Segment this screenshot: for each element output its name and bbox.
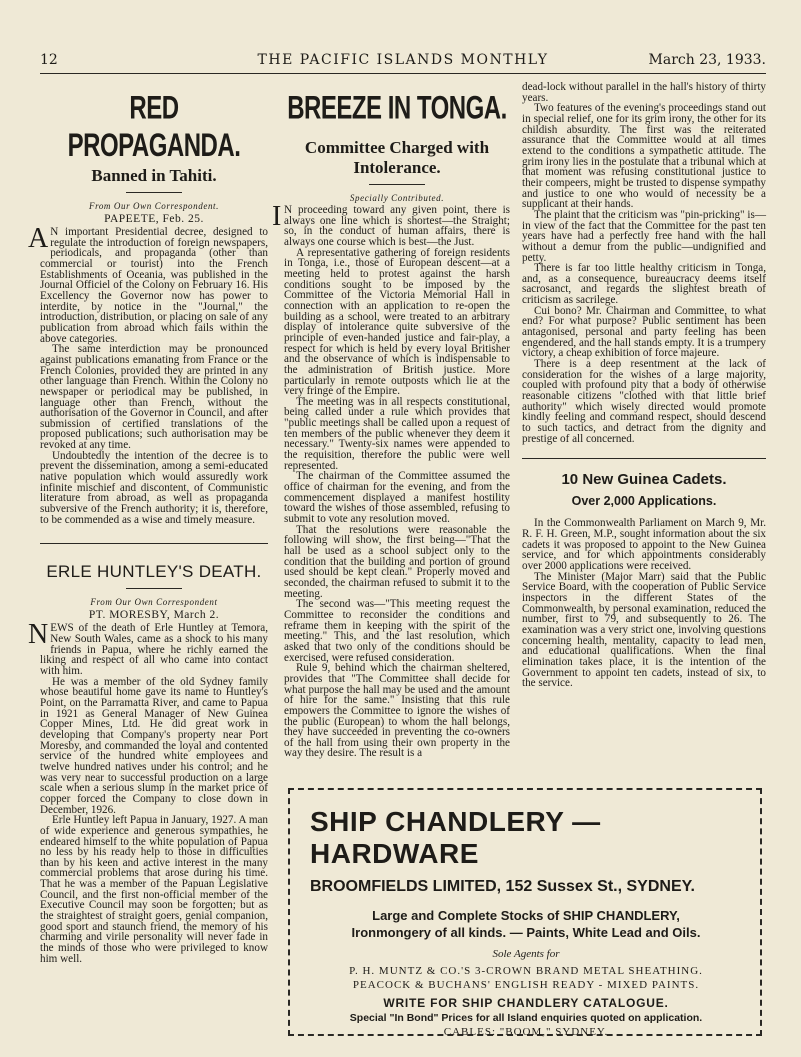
header-rule xyxy=(40,73,766,74)
advert-agent-2: PEACOCK & BUCHANS' ENGLISH READY - MIXED PAINTS. xyxy=(352,979,700,991)
paragraph: NEWS of the death of Erle Huntley at Temora, New South Wales, came as a shock to his many friends in Papua, where he richly earned the liking and respect of all who came into contact with him. xyxy=(28,619,268,677)
masthead: THE PACIFIC ISLANDS MONTHLY xyxy=(257,52,549,68)
advert-bond-prices: Special "In Bond" Prices for all Island enquiries quoted on application. xyxy=(349,1012,703,1024)
paragraph: The chairman of the Committee assumed the office of chairman for the evening, and from the commencement displayed a manifest hostility toward the wishes of those assembled, refusing to submit to vote any resolution moved. xyxy=(284,470,510,526)
dateline: PAPEETE, Feb. 25. xyxy=(104,213,204,225)
paragraph: He was a member of the old Sydney family whose beautiful home gave its name to Huntley's Point, on the Parramatta River, and came to Papua in 1921 as General Manager of New Guinea Copper Mines, Ltd. He did great work in developing that Company's property near Port Moresby, and commanded the loyal and contented service of the hundred white employees and twelve hundred natives under his control; and he was very near to successful production on a large scale when a serious slump in the market price of copper forced the Company to close down in December, 1926. xyxy=(40,675,268,816)
paragraph: The plaint that the criticism was "pin-pricking" is—in view of the fact that the Committee for the past ten years have had a perfectly free hand with the hall without a demur from the public—undignified and petty. xyxy=(522,208,766,264)
advert-title: SHIP CHANDLERY — HARDWARE xyxy=(310,806,601,869)
subhead-applications: Over 2,000 Applications. xyxy=(571,494,717,509)
column-rule xyxy=(522,458,766,459)
advert-stocks-line-1: Large and Complete Stocks of SHIP CHANDLERY, xyxy=(372,908,680,923)
short-rule xyxy=(126,588,182,589)
correspondent-credit: From Our Own Correspondent. xyxy=(88,201,220,211)
paragraph: The same interdiction may be pronounced against publications emanating from France or the French Colonies, provided they are printed in any other language than French. Within the Colony no newspaper or periodical may be published, in language other than French, without the authorisation of the Governor in Council, and after submission of certified translations of the proposed publications; such authorisation may be revoked at any time. xyxy=(40,343,268,452)
contributor-credit: Specially Contributed. xyxy=(349,193,445,203)
paragraph: I N proceeding toward any given point, there is always one line which is shortest—the Straight; so, in the conduct of human affairs, there is always one course which is best—the Just. xyxy=(272,201,510,248)
paragraph: Rule 9, behind which the chairman sheltered, provides that "The Committee shall decide for what purpose the hall may be used and the amount of hire for the same." Insisting that this rule empowers the Committee to ignore the wishes of the public (European) to whom the hall belongs, they have succeeded in preventing the co-owners of the hall from using their own property in the way they desire. The result is a xyxy=(284,662,510,760)
advertisement-ship-chandlery xyxy=(288,788,766,1040)
short-rule xyxy=(126,192,182,193)
drop-cap: N xyxy=(28,619,49,651)
correspondent-credit: From Our Own Correspondent xyxy=(90,597,218,608)
dateline: PT. MORESBY, March 2. xyxy=(88,609,220,622)
paragraph: There is a deep resentment at the lack of consideration for the wishes of a large majority, coupled with profound pity that a body of otherwise reasonable citizens "clothed with that little brief authority" which wisely directed would promote kindly feeling and command respect, should descend to such tactics, and detract from the dignity and prestige of all concerned. xyxy=(522,358,766,445)
advert-catalogue: WRITE FOR SHIP CHANDLERY CATALOGUE. xyxy=(383,996,669,1010)
column-rule xyxy=(40,543,268,544)
subhead-committee-charged: Committee Charged with Intolerance. xyxy=(304,138,490,177)
headline-new-guinea-cadets: 10 New Guinea Cadets. xyxy=(561,471,727,489)
paragraph: That the resolutions were reasonable the following will show, the first being—"That the hall be used as a school subject only to the condition that the building and portion of ground used should be kept clean." Properly moved and seconded, the chairman refused to submit it to the meeting. xyxy=(284,523,510,600)
paragraph: dead-lock without parallel in the hall's history of thirty years. xyxy=(522,81,766,104)
page-header xyxy=(40,48,766,74)
paragraph: Two features of the evening's proceedings stand out in special relief, one for its grim irony, the other for its childish absurdity. The first was the reiterated assurance that the Committee would at all times extend to the conditions a sympathetic attitude. The grim irony lies in the postulate that a tribunal which at that moment was refusing constitutional justice to their compeers, might be trusted to dispense sympathy and justice to one who would of necessity be a supplicant at their hands. xyxy=(522,102,766,211)
drop-cap: A xyxy=(28,223,49,254)
subhead-banned-in-tahiti: Banned in Tahiti. xyxy=(91,166,217,185)
paragraph: A representative gathering of foreign residents in Tonga, i.e., those of European descent—at a meeting held to protest against the harsh conditions sought to be imposed by the Committee of the Victoria Memorial Hall in connection with an application to re-open the building as a school, were treated to an arbitrary display of intolerance quite subversive of the principle of even-handed justice and fair-play, a respect for which is held by every loyal Britisher and the observance of which is indispensable to the administration of British justice. More particularly in remote outposts which lie at the very fringe of the Empire. xyxy=(284,246,510,398)
issue-date: March 23, 1933. xyxy=(648,52,766,68)
paragraph: Erle Huntley left Papua in January, 1927. A man of wide experience and generous sympathies, he endeared himself to the white population of Papua no less by his ready help to those in difficulties than by his keen and active interest in the many commercial problems that arose during his time. That he was a member of the Papuan Legislative Council, and the first non-official member of the Executive Council may soon be forgotten; but as the straightest of straight goers, genial companion, good sport and staunch friend, the memory of his charming and virile personality will never fade in the minds of those who were privileged to know him well. xyxy=(40,814,268,965)
paragraph: The Minister (Major Marr) said that the Public Service Board, with the cooperation of Public Service inspectors in the different States of the Commonwealth, by personal examination, reduced the number, first to 79, and subsequently to 26. The examination was a very strict one, involving questions concerning health, mentality, capacity to lead men, and educational qualifications. When the final elimination takes place, it is the intention of the Government to appoint ten cadets, instead of six, to the service. xyxy=(522,570,766,690)
column-3 xyxy=(522,82,766,689)
advert-content xyxy=(310,806,742,1038)
headline-red-propaganda: RED PROPAGANDA. xyxy=(67,90,241,165)
advert-agents-label: Sole Agents for xyxy=(492,948,560,960)
column-1 xyxy=(28,80,268,965)
headline-breeze-in-tonga: BREEZE IN TONGA. xyxy=(287,90,507,127)
paragraph: A N important Presidential decree, designed to regulate the introduction of foreign newspapers, periodicals, and propaganda (other than commercial or tourist) into the French Establishments of Oceania, was published in the Journal Officiel of the Colony on February 16. His Excellency the Governor now has power to interdite, by notice in the "Journal," the introduction, distribution, or placing on sale of any publication from abroad which fails within the above categories. xyxy=(28,223,268,345)
advert-firm: BROOMFIELDS LIMITED, 152 Sussex St., SYDNEY. xyxy=(310,878,695,895)
column-2 xyxy=(272,80,510,760)
paragraph: The second was—"This meeting request the Committee to reconsider the conditions and reframe them in keeping with the spirit of the meeting." This, and the last resolution, which asked that two only of the conditions should be exercised, were refused consideration. xyxy=(284,598,510,664)
paragraph: The meeting was in all respects constitutional, being called under a rule which provides that "public meetings shall be called upon a request of ten members of the public whenever they deem it necessary." Twenty-six names were appended to the requisition, therefore the public were well represented. xyxy=(284,395,510,472)
advert-agent-1: P. H. MUNTZ & CO.'S 3-CROWN BRAND METAL SHEATHING. xyxy=(349,965,703,977)
page-number: 12 xyxy=(40,52,58,68)
paragraph: Undoubtedly the intention of the decree is to prevent the dissemination, among a semi-educated native population which would assuredly work infinite mischief and discontent, of Communistic literature from abroad, as well as propaganda subversive of the French authority; it is, therefore, to be commended as a wise and timely measure. xyxy=(40,449,268,526)
drop-cap: I xyxy=(272,201,282,232)
advert-cables: CABLES: "BOOM," SYDNEY. xyxy=(443,1026,609,1038)
paragraph: In the Commonwealth Parliament on March 9, Mr. R. F. H. Green, M.P., sought information about the six cadets it was proposed to appoint to the New Guinea service, and for which appointments considerably over 2000 applications were received. xyxy=(522,517,766,572)
paragraph: There is far too little healthy criticism in Tonga, and, as a consequence, bureaucracy deems itself sacrosanct, and regards the slightest breath of criticism as sacrilege. xyxy=(522,262,766,307)
paragraph: Cui bono? Mr. Chairman and Committee, to what end? For what purpose? Public sentiment has been antagonised, personal and party feeling has been engendered, and the hall stands empty. It is a trumpery victory, a cheap exhibition of force majeure. xyxy=(522,304,766,360)
advert-stocks-line-2: Ironmongery of all kinds. — Paints, White Lead and Oils. xyxy=(351,925,701,940)
short-rule xyxy=(369,184,425,185)
headline-huntley-death: ERLE HUNTLEY'S DEATH. xyxy=(46,562,262,582)
